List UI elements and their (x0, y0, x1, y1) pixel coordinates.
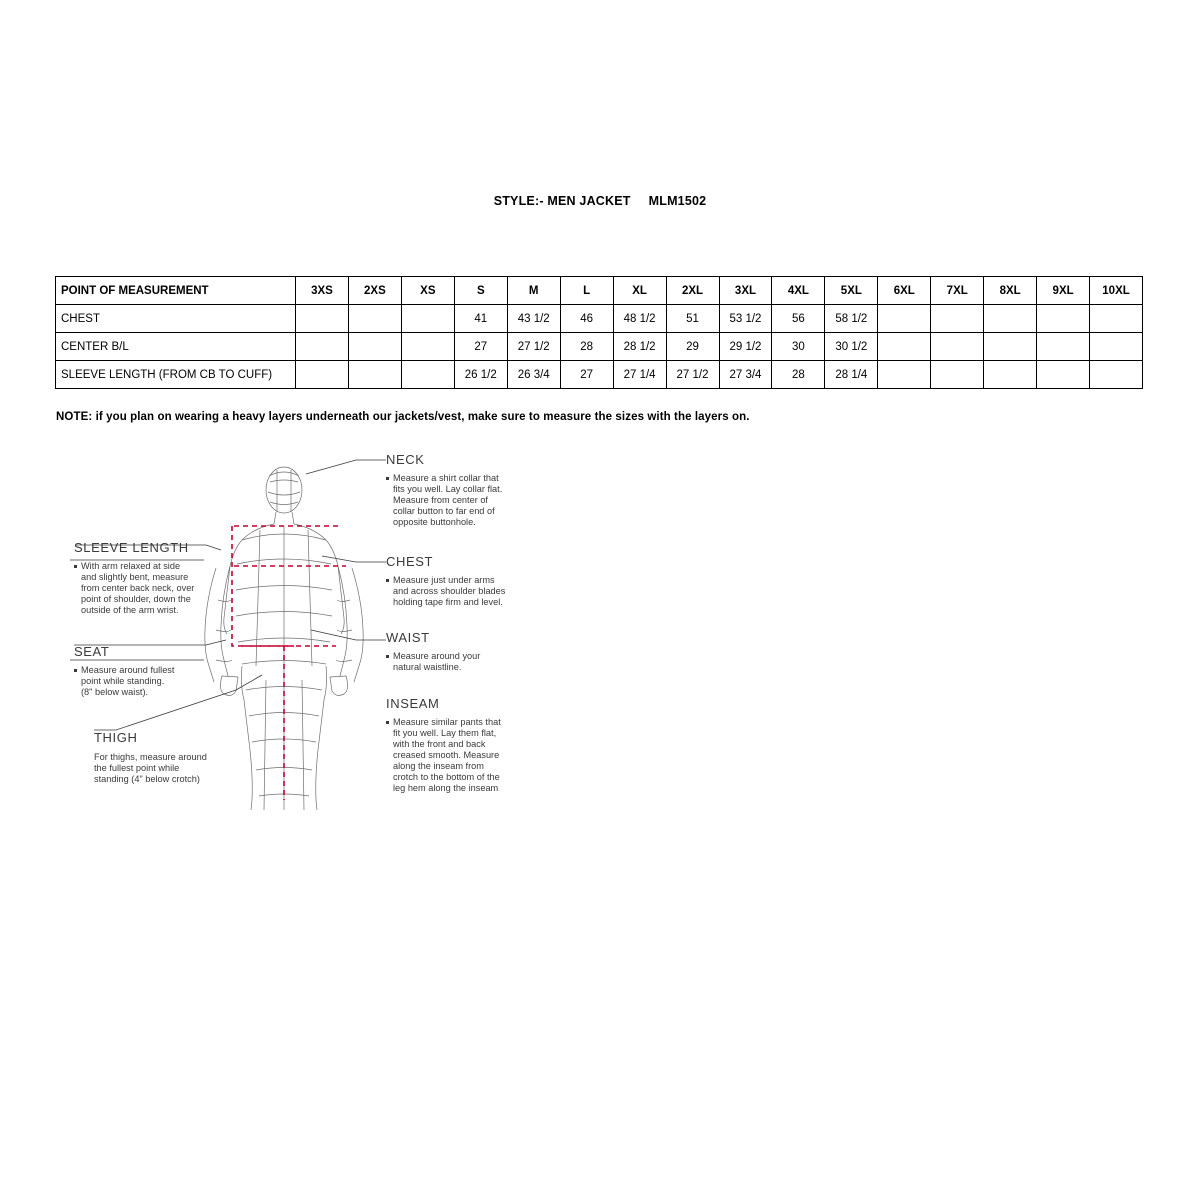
cell: 29 (666, 333, 719, 361)
cell: 58 1/2 (825, 305, 878, 333)
label-line: collar button to far end of (393, 506, 495, 516)
cell: 26 1/2 (454, 361, 507, 389)
style-code: MLM1502 (648, 194, 707, 208)
label-neck (386, 452, 502, 527)
table-row (56, 333, 1143, 361)
label-line: point while standing. (81, 676, 165, 686)
label-title: SLEEVE LENGTH (74, 540, 189, 555)
label-line: outside of the arm wrist. (81, 605, 179, 615)
label-sleeve-length (74, 540, 194, 615)
cell (348, 361, 401, 389)
label-line: the fullest point while (94, 763, 180, 773)
cell (1090, 305, 1143, 333)
cell (296, 305, 349, 333)
table-row (56, 305, 1143, 333)
label-line: Measure around your (393, 651, 481, 661)
cell: 56 (772, 305, 825, 333)
cell (1037, 361, 1090, 389)
cell (1090, 333, 1143, 361)
column-header-size: S (454, 277, 507, 305)
cell (878, 305, 931, 333)
cell (878, 333, 931, 361)
label-line: standing (4" below crotch) (94, 774, 200, 784)
label-line: Measure from center of (393, 495, 488, 505)
cell: 30 1/2 (825, 333, 878, 361)
row-label: CHEST (56, 305, 296, 333)
label-line: For thighs, measure around (94, 752, 207, 762)
column-header-size: XL (613, 277, 666, 305)
label-seat (74, 644, 175, 697)
label-line: and slightly bent, measure (81, 572, 189, 582)
cell (1037, 333, 1090, 361)
column-header-size: M (507, 277, 560, 305)
cell (401, 361, 454, 389)
cell (878, 361, 931, 389)
label-title: THIGH (94, 730, 138, 745)
cell: 27 3/4 (719, 361, 772, 389)
cell (931, 305, 984, 333)
column-header-size: 3XS (296, 277, 349, 305)
label-line: along the inseam from (393, 761, 484, 771)
cell: 27 1/2 (507, 333, 560, 361)
cell: 27 (454, 333, 507, 361)
label-line: crotch to the bottom of the (393, 772, 500, 782)
style-label: STYLE:- MEN JACKET (493, 194, 631, 208)
cell: 26 3/4 (507, 361, 560, 389)
column-header-size: XS (401, 277, 454, 305)
column-header-size: 10XL (1090, 277, 1143, 305)
cell (296, 333, 349, 361)
cell: 27 1/2 (666, 361, 719, 389)
column-header-size: 6XL (878, 277, 931, 305)
column-header-size: 4XL (772, 277, 825, 305)
label-line: fit you well. Lay them flat, (393, 728, 497, 738)
label-line: Measure a shirt collar that (393, 473, 499, 483)
cell (984, 361, 1037, 389)
label-line: (8" below waist). (81, 687, 149, 697)
table-header-row (56, 277, 1143, 305)
label-line: with the front and back (393, 739, 486, 749)
measurement-note: NOTE: if you plan on wearing a heavy layers underneath our jackets/vest, make sure to measure the sizes with the layers on. (56, 411, 750, 423)
measurement-diagram (56, 440, 616, 810)
column-header-size: L (560, 277, 613, 305)
cell: 30 (772, 333, 825, 361)
cell: 28 (560, 333, 613, 361)
label-line: holding tape firm and level. (393, 597, 503, 607)
cell: 48 1/2 (613, 305, 666, 333)
label-title: INSEAM (386, 696, 440, 711)
cell (984, 333, 1037, 361)
label-title: WAIST (386, 630, 430, 645)
label-line: natural waistline. (393, 662, 462, 672)
page-title (0, 194, 1200, 208)
cell: 28 (772, 361, 825, 389)
cell (1090, 361, 1143, 389)
label-line: Measure similar pants that (393, 717, 501, 727)
cell (984, 305, 1037, 333)
cell: 29 1/2 (719, 333, 772, 361)
cell: 51 (666, 305, 719, 333)
label-thigh (94, 730, 207, 784)
cell (1037, 305, 1090, 333)
label-title: CHEST (386, 554, 434, 569)
column-header-size: 9XL (1037, 277, 1090, 305)
column-header-size: 2XS (348, 277, 401, 305)
label-title: NECK (386, 452, 425, 467)
column-header-size: 3XL (719, 277, 772, 305)
label-line: Measure around fullest (81, 665, 175, 675)
row-label: SLEEVE LENGTH (FROM CB TO CUFF) (56, 361, 296, 389)
cell: 27 (560, 361, 613, 389)
row-label: CENTER B/L (56, 333, 296, 361)
label-chest (386, 554, 506, 607)
label-line: and across shoulder blades (393, 586, 506, 596)
cell: 43 1/2 (507, 305, 560, 333)
label-line: point of shoulder, down the (81, 594, 191, 604)
column-header-size: 5XL (825, 277, 878, 305)
column-header-point-of-measurement: POINT OF MEASUREMENT (56, 277, 296, 305)
cell: 28 1/4 (825, 361, 878, 389)
label-line: With arm relaxed at side (81, 561, 181, 571)
cell: 28 1/2 (613, 333, 666, 361)
size-measurement-table (55, 276, 1143, 389)
label-inseam (386, 696, 501, 793)
cell (348, 333, 401, 361)
cell (931, 361, 984, 389)
label-line: leg hem along the inseam (393, 783, 499, 793)
cell (401, 305, 454, 333)
cell (931, 333, 984, 361)
label-line: creased smooth. Measure (393, 750, 500, 760)
cell (348, 305, 401, 333)
table-row (56, 361, 1143, 389)
column-header-size: 2XL (666, 277, 719, 305)
label-waist (386, 630, 480, 672)
cell: 27 1/4 (613, 361, 666, 389)
column-header-size: 8XL (984, 277, 1037, 305)
cell: 41 (454, 305, 507, 333)
label-line: opposite buttonhole. (393, 517, 476, 527)
label-line: fits you well. Lay collar flat. (393, 484, 503, 494)
label-line: Measure just under arms (393, 575, 495, 585)
label-title: SEAT (74, 644, 110, 659)
label-line: from center back neck, over (81, 583, 195, 593)
cell: 46 (560, 305, 613, 333)
column-header-size: 7XL (931, 277, 984, 305)
cell: 53 1/2 (719, 305, 772, 333)
cell (296, 361, 349, 389)
cell (401, 333, 454, 361)
